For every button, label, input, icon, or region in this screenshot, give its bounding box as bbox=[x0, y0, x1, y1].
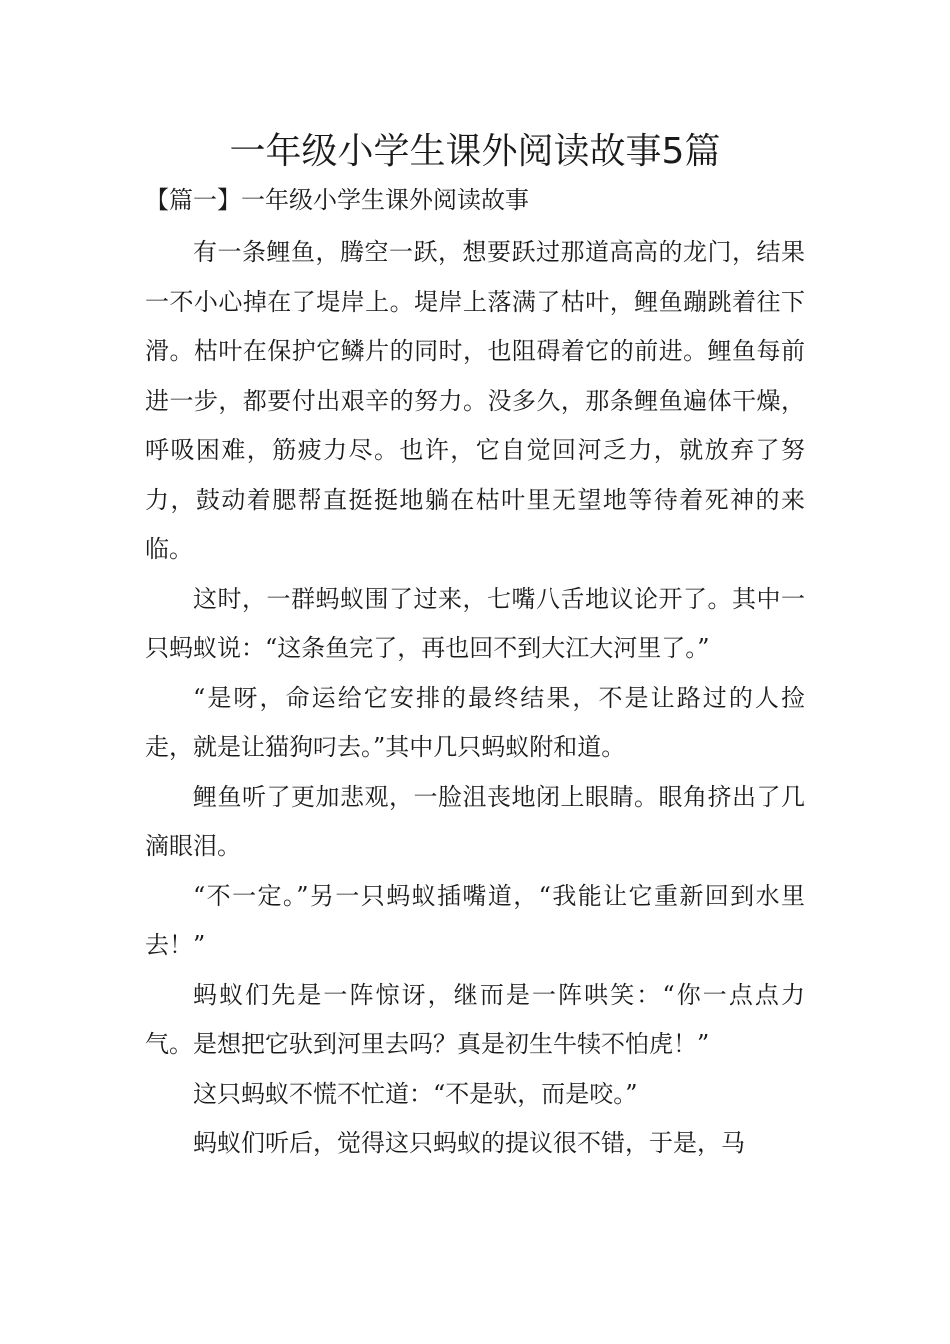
paragraph: 蚂蚁们听后，觉得这只蚂蚁的提议很不错，于是，马 bbox=[193, 1129, 745, 1157]
paragraph: 有一条鲤鱼，腾空一跃，想要跃过那道高高的龙门，结果一不小心掉在了堤岸上。堤岸上落满了枯叶，鲤鱼蹦跳着往下滑。枯叶在保护它鳞片的同时，也阻碍着它的前进。鲤鱼每前进一步，都要付出艰辛的努力。没多久，那条鲤鱼遍体干燥，呼吸困难，筋疲力尽。也许，它自觉回河乏力，就放弃了努力，鼓动着腮帮直挺挺地躺在枯叶里无望地等待着死神的来临。 bbox=[145, 238, 805, 563]
paragraph: “不一定。”另一只蚂蚁插嘴道，“我能让它重新回到水里去！” bbox=[145, 881, 805, 959]
paragraph: “是呀，命运给它安排的最终结果，不是让路过的人捡走，就是让猫狗叼去。”其中几只蚂蚁附和道。 bbox=[145, 683, 805, 761]
paragraph: 这时，一群蚂蚁围了过来，七嘴八舌地议论开了。其中一只蚂蚁说：“这条鱼完了，再也回不到大江大河里了。” bbox=[145, 584, 805, 662]
paragraph: 蚂蚁们先是一阵惊讶，继而是一阵哄笑：“你一点点力气。是想把它驮到河里去吗？真是初生牛犊不怕虎！” bbox=[145, 980, 805, 1058]
document-title: 一年级小学生课外阅读故事5篇 bbox=[229, 131, 721, 172]
section-heading: 【篇一】一年级小学生课外阅读故事 bbox=[145, 186, 529, 214]
story-body bbox=[145, 228, 805, 1169]
paragraph: 这只蚂蚁不慌不忙道：“不是驮，而是咬。” bbox=[193, 1079, 638, 1108]
paragraph: 鲤鱼听了更加悲观，一脸沮丧地闭上眼睛。眼角挤出了几滴眼泪。 bbox=[145, 782, 805, 860]
